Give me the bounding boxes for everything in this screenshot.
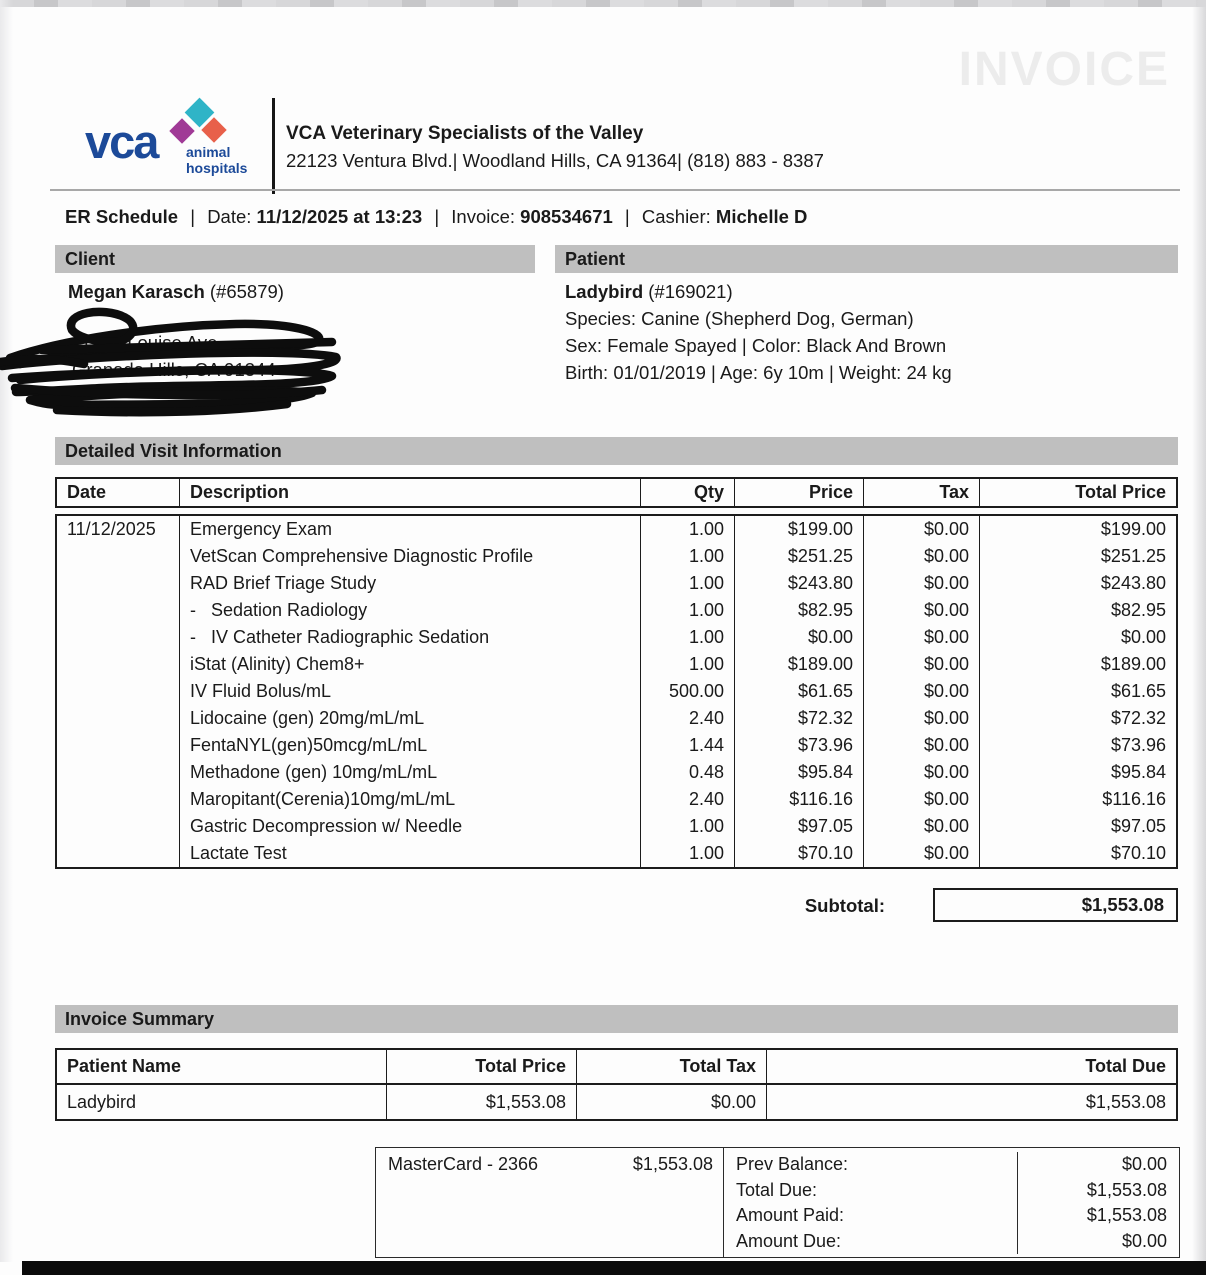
separator: | [190,206,196,227]
summary-header-total-price: Total Price [387,1050,577,1083]
cell-date [57,759,180,786]
cell-price: $116.16 [735,786,864,813]
cell-qty: 2.40 [641,786,735,813]
payment-totals [724,1148,1179,1257]
cell-tax: $0.00 [864,543,980,570]
payment-method-cell [376,1148,724,1257]
separator: | [624,206,630,227]
summary-header-row [57,1050,1176,1085]
cell-total-price: $72.32 [1110,708,1166,728]
client-id: (#65879) [209,281,284,302]
cell-tax: $0.00 [864,840,980,867]
table-row [57,678,1176,705]
table-row [57,597,1176,624]
payment-method: MasterCard - 2366 [388,1154,539,1174]
cell-tax: $0.00 [864,516,980,543]
cell-tax: $0.00 [864,624,980,651]
cell-total-price: $199.00 [1100,519,1166,539]
invoice-info-bar [65,206,807,228]
payment-line-value: $1,553.08 [1017,1178,1179,1204]
cell-description: - IV Catheter Radiographic Sedation [180,624,641,651]
separator: | [434,206,440,227]
cell-total-price: $251.25 [1100,546,1166,566]
payment-line [724,1229,1179,1255]
cell-date [57,813,180,840]
cell-tax: $0.00 [864,678,980,705]
patient-id: (#169021) [648,281,733,302]
cell-price: $0.00 [735,624,864,651]
cell-qty: 1.00 [641,840,735,867]
client-name: Megan Karasch [68,281,205,302]
logo-tagline [186,144,247,176]
cell-date [57,786,180,813]
invoice-number-label: Invoice: [451,206,516,227]
date-value: 11/12/2025 at 13:23 [256,206,423,227]
cell-total-price: $73.96 [1110,735,1166,755]
cell-date [57,543,180,570]
patient-name: Ladybird [565,281,644,302]
cell-description: FentaNYL(gen)50mcg/mL/mL [180,732,641,759]
cell-total-price: $243.80 [1100,573,1166,593]
logo-tagline-line1: animal [186,144,231,160]
cell-total-price: $0.00 [1120,627,1166,647]
invoice-number-value: 908534671 [520,206,613,227]
column-header-description: Description [180,479,641,506]
patient-species-line: Species: Canine (Shepherd Dog, German) [565,308,914,329]
cell-date [57,651,180,678]
cell-description: - Sedation Radiology [180,597,641,624]
cell-total-price: $116.16 [1102,789,1166,809]
cell-qty: 500.00 [641,678,735,705]
patient-birth-age-weight-line: Birth: 01/01/2019 | Age: 6y 10m | Weight: 24 kg [565,362,952,383]
cell-qty: 1.00 [641,624,735,651]
cell-total-price: $189.00 [1100,654,1166,674]
cell-price: $199.00 [735,516,864,543]
cell-description: Emergency Exam [180,516,641,543]
header-divider [272,98,275,194]
cell-tax: $0.00 [864,651,980,678]
table-row [57,624,1176,651]
visit-table-header [55,477,1178,508]
table-row [57,732,1176,759]
logo-diamond-purple-icon [169,118,194,143]
cell-tax: $0.00 [864,705,980,732]
table-row [57,516,1176,543]
cell-price: $243.80 [735,570,864,597]
subtotal-value-box: $1,553.08 [933,888,1178,922]
table-row [57,705,1176,732]
cell-date [57,678,180,705]
cell-price: $189.00 [735,651,864,678]
table-row [57,786,1176,813]
scan-edge-right [1192,0,1206,1262]
patient-section-header: Patient [555,245,1178,273]
summary-row [57,1085,1176,1119]
payment-line-label: Amount Paid: [736,1205,845,1225]
column-header-total-price: Total Price [1075,482,1166,502]
payment-method-amount: $1,553.08 [632,1154,713,1174]
column-header-tax: Tax [864,479,980,506]
cell-description: Lactate Test [180,840,641,867]
logo-tagline-line2: hospitals [186,160,248,176]
payment-line-value: $0.00 [1017,1229,1179,1255]
cell-tax: $0.00 [864,759,980,786]
visit-section-header: Detailed Visit Information [55,437,1178,465]
cell-description: Maropitant(Cerenia)10mg/mL/mL [180,786,641,813]
cell-price: $251.25 [735,543,864,570]
cell-date [57,597,180,624]
cell-qty: 1.00 [641,543,735,570]
summary-header-total-tax: Total Tax [577,1050,767,1083]
scan-edge-left [0,0,13,1262]
client-section-header: Client [55,245,535,273]
payment-line-label: Prev Balance: [736,1154,849,1174]
cell-date: 11/12/2025 [57,516,180,543]
payment-box [375,1147,1180,1258]
table-row [57,570,1176,597]
cell-qty: 1.00 [641,813,735,840]
cell-qty: 1.00 [641,516,735,543]
payment-line [724,1178,1179,1204]
cell-total-price: $70.10 [1110,843,1166,863]
visit-table-body [55,514,1178,869]
cell-price: $97.05 [735,813,864,840]
cell-price: $70.10 [735,840,864,867]
client-address-line-2: Granada Hills, CA 91344 [72,359,276,380]
cell-qty: 1.00 [641,651,735,678]
cell-qty: 2.40 [641,705,735,732]
marker-redaction-scribble [0,300,348,418]
summary-total-due: $1,553.08 [1085,1092,1166,1112]
table-row [57,813,1176,840]
cell-tax: $0.00 [864,732,980,759]
payment-line-label: Amount Due: [736,1230,842,1251]
cell-total-price: $95.84 [1110,762,1166,782]
cell-date [57,624,180,651]
company-name: VCA Veterinary Specialists of the Valley [286,123,644,144]
invoice-watermark: INVOICE [958,43,1170,96]
cell-price: $82.95 [735,597,864,624]
vca-logo [85,96,270,192]
cell-tax: $0.00 [864,786,980,813]
payment-line [724,1203,1179,1229]
table-row [57,840,1176,867]
cell-qty: 1.44 [641,732,735,759]
column-header-qty: Qty [641,479,735,506]
column-header-date: Date [57,479,180,506]
schedule-name: ER Schedule [65,206,179,227]
scan-edge-bottom [22,1261,1206,1275]
summary-header-total-due: Total Due [1085,1056,1166,1076]
cell-description: iStat (Alinity) Chem8+ [180,651,641,678]
cashier-value: Michelle D [715,206,808,227]
cell-total-price: $97.05 [1110,816,1166,836]
payment-line [724,1152,1179,1178]
cell-date [57,570,180,597]
cell-price: $72.32 [735,705,864,732]
payment-line-value: $0.00 [1017,1152,1179,1178]
summary-patient-name: Ladybird [57,1085,387,1119]
summary-section-header: Invoice Summary [55,1005,1178,1033]
payment-line-label: Total Due: [736,1179,818,1200]
cashier-label: Cashier: [641,206,711,227]
cell-tax: $0.00 [864,597,980,624]
summary-total-tax: $0.00 [577,1085,767,1119]
invoice-summary-table [55,1048,1178,1121]
table-row [57,759,1176,786]
patient-name-line [565,281,733,303]
scan-edge-top [0,0,1206,7]
cell-qty: 1.00 [641,570,735,597]
client-address-line-1: 11906 Louise Ave [72,332,218,353]
cell-qty: 1.00 [641,597,735,624]
column-header-price: Price [735,479,864,506]
cell-description: VetScan Comprehensive Diagnostic Profile [180,543,641,570]
cell-date [57,705,180,732]
cell-description: Lidocaine (gen) 20mg/mL/mL [180,705,641,732]
cell-tax: $0.00 [864,813,980,840]
header-rule [50,189,1180,191]
cell-date [57,732,180,759]
cell-tax: $0.00 [864,570,980,597]
vca-wordmark: vca [85,115,158,168]
cell-price: $61.65 [735,678,864,705]
cell-description: Methadone (gen) 10mg/mL/mL [180,759,641,786]
date-label: Date: [207,206,252,227]
cell-total-price: $61.65 [1110,681,1166,701]
company-address: 22123 Ventura Blvd.| Woodland Hills, CA 91364| (818) 883 - 8387 [286,150,824,171]
summary-total-price: $1,553.08 [387,1085,577,1119]
cell-total-price: $82.95 [1110,600,1166,620]
table-row [57,651,1176,678]
payment-line-value: $1,553.08 [1017,1203,1179,1229]
subtotal-label: Subtotal: [804,895,885,916]
cell-description: IV Fluid Bolus/mL [180,678,641,705]
table-row [57,543,1176,570]
cell-date [57,840,180,867]
summary-header-patient-name: Patient Name [57,1050,387,1083]
cell-qty: 0.48 [641,759,735,786]
cell-description: Gastric Decompression w/ Needle [180,813,641,840]
cell-price: $73.96 [735,732,864,759]
patient-sex-color-line: Sex: Female Spayed | Color: Black And Brown [565,335,947,356]
cell-price: $95.84 [735,759,864,786]
cell-description: RAD Brief Triage Study [180,570,641,597]
